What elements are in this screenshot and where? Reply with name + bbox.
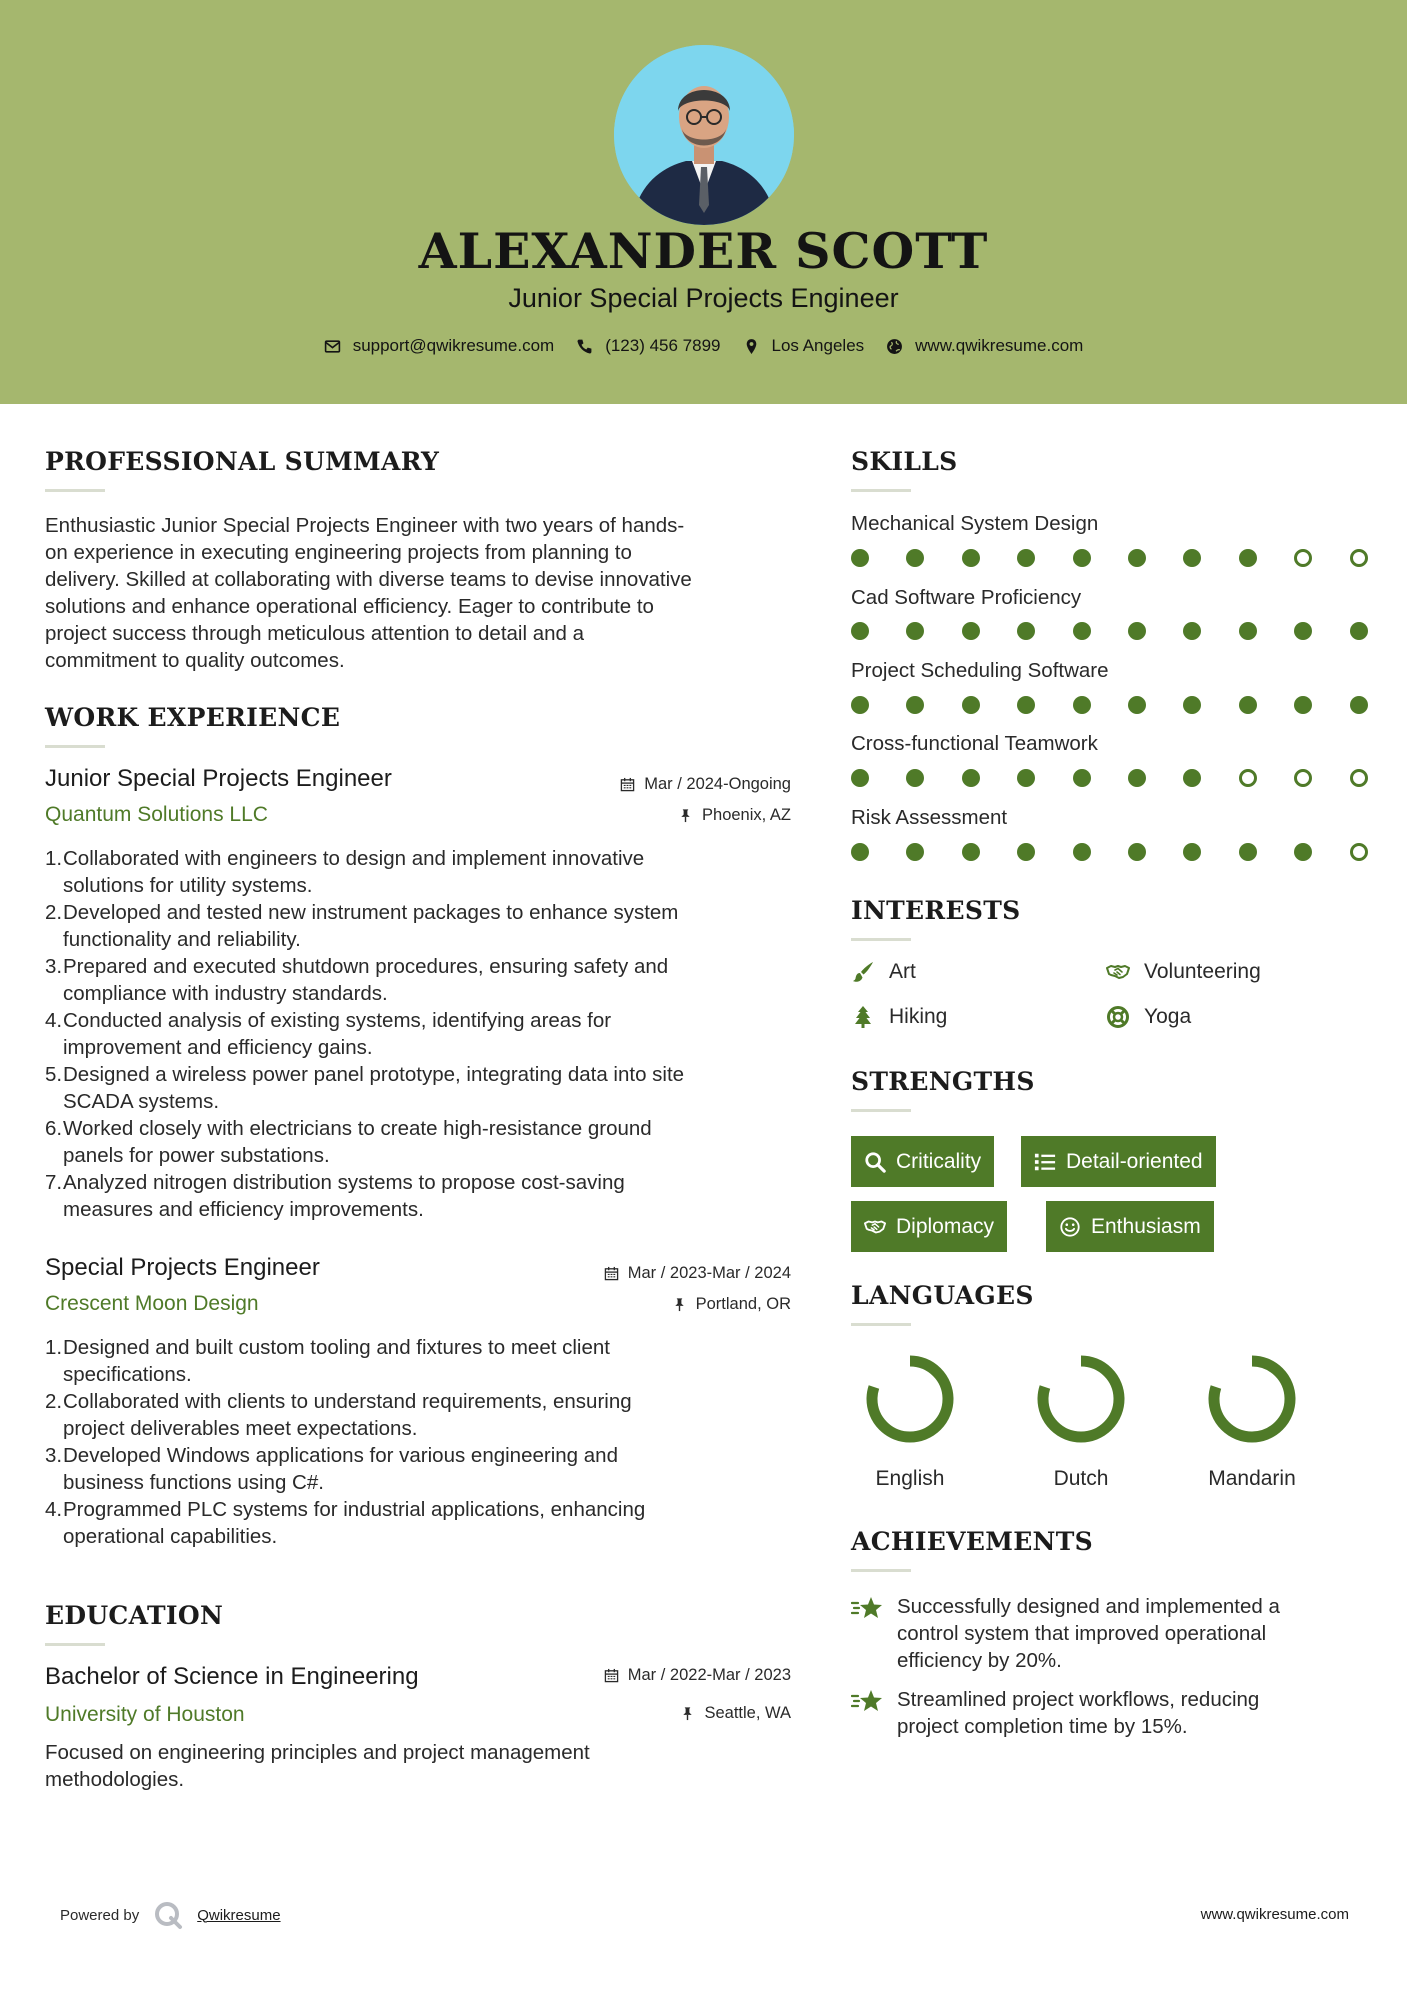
summary-line: commitment to quality outcomes. [45, 649, 345, 672]
education-dates-text: Mar / 2022-Mar / 2023 [627, 1666, 791, 1684]
skill-name: Project Scheduling Software [851, 659, 1109, 682]
handshake-icon [1106, 960, 1130, 984]
interest-item [1106, 960, 1261, 984]
qwikresume-logo-icon [153, 1900, 183, 1930]
skill-dot-filled [1017, 696, 1035, 714]
strength-label: Enthusiasm [1091, 1214, 1201, 1238]
achievement-line: project completion time by 15%. [897, 1715, 1188, 1738]
contact-phone[interactable] [576, 336, 720, 356]
list-line: Prepared and executed shutdown procedures, ensuring safety and [63, 955, 669, 978]
education-location-text: Seattle, WA [704, 1704, 791, 1722]
skill-rating [851, 549, 1363, 567]
skill-dot-filled [1017, 549, 1035, 567]
list-line: panels for power substations. [63, 1144, 330, 1167]
contact-email[interactable] [324, 336, 555, 356]
section-divider [45, 1643, 105, 1646]
job-responsibilities [45, 1334, 795, 1550]
list-line: Designed and built custom tooling and fixtures to meet client [63, 1336, 610, 1359]
language-item [1187, 1351, 1317, 1491]
languages-heading: LANGUAGES [851, 1281, 1034, 1310]
list-number: 6. [45, 1117, 63, 1140]
section-divider [851, 1109, 911, 1112]
paintbrush-icon [851, 960, 875, 984]
skill-dot-filled [906, 696, 924, 714]
list-number: 4. [45, 1009, 63, 1032]
skill-dot-filled [1017, 843, 1035, 861]
handshake-icon [864, 1216, 886, 1238]
skill-dot-filled [1183, 622, 1201, 640]
summary-line: delivery. Skilled at collaborating with diverse teams to devise innovative [45, 568, 692, 591]
skill-dot-filled [1239, 549, 1257, 567]
list-number: 4. [45, 1498, 63, 1521]
skill-dot-filled [1183, 696, 1201, 714]
list-number: 3. [45, 1444, 63, 1467]
skill-rating [851, 843, 1363, 861]
skill-dot-empty [1294, 549, 1312, 567]
language-progress-ring [862, 1351, 958, 1447]
skill-dot-empty [1294, 769, 1312, 787]
skill-dot-filled [1128, 549, 1146, 567]
qwikresume-link[interactable]: Qwikresume [197, 1906, 281, 1924]
skill-dot-filled [1017, 622, 1035, 640]
list-item [45, 953, 795, 1007]
list-line: Collaborated with clients to understand requirements, ensuring [63, 1390, 632, 1413]
skill-dot-filled [1183, 549, 1201, 567]
skill-dot-filled [1183, 769, 1201, 787]
summary-line: project success through meticulous attention to detail and a [45, 622, 585, 645]
profile-photo [614, 45, 794, 225]
list-item [45, 1442, 795, 1496]
skill-rating [851, 622, 1363, 640]
list-item [45, 1115, 795, 1169]
contact-email-text: support@qwikresume.com [352, 336, 555, 355]
list-number: 7. [45, 1171, 63, 1194]
candidate-name: ALEXANDER SCOTT [418, 222, 989, 280]
phone-icon [576, 338, 593, 355]
list-item [45, 1388, 795, 1442]
job-company: Crescent Moon Design [45, 1292, 259, 1315]
skill-dot-filled [906, 549, 924, 567]
job-title: Junior Special Projects Engineer [45, 765, 392, 792]
star-icon [851, 1688, 883, 1716]
education-line: Focused on engineering principles and project management [45, 1741, 590, 1764]
skill-dot-filled [1350, 696, 1368, 714]
skill-dot-filled [906, 843, 924, 861]
education-dates [604, 1666, 791, 1685]
list-number: 2. [45, 901, 63, 924]
job-dates [620, 775, 791, 794]
list-line: compliance with industry standards. [63, 982, 388, 1005]
language-progress-ring [1204, 1351, 1300, 1447]
education-description [45, 1739, 805, 1793]
calendar-icon [620, 777, 635, 792]
pushpin-icon [678, 808, 693, 823]
job-dates-text: Mar / 2023-Mar / 2024 [627, 1264, 791, 1282]
list-number: 1. [45, 1336, 63, 1359]
list-number: 5. [45, 1063, 63, 1086]
list-item [45, 1007, 795, 1061]
skill-dot-filled [1128, 769, 1146, 787]
skill-dot-filled [1073, 549, 1091, 567]
list-line: SCADA systems. [63, 1090, 220, 1113]
skill-dot-empty [1350, 549, 1368, 567]
language-name: English [875, 1467, 945, 1490]
calendar-icon [604, 1266, 619, 1281]
section-divider [851, 1323, 911, 1326]
skill-dot-filled [1017, 769, 1035, 787]
list-item [45, 899, 795, 953]
achievement-line: Successfully designed and implemented a [897, 1595, 1280, 1618]
skill-dot-empty [1239, 769, 1257, 787]
list-line: Analyzed nitrogen distribution systems to propose cost-saving [63, 1171, 625, 1194]
candidate-title: Junior Special Projects Engineer [508, 283, 899, 313]
search-icon [864, 1151, 886, 1173]
skill-name: Cross-functional Teamwork [851, 732, 1098, 755]
section-divider [851, 938, 911, 941]
job-company: Quantum Solutions LLC [45, 803, 268, 826]
experience-heading: WORK EXPERIENCE [45, 703, 341, 732]
list-number: 3. [45, 955, 63, 978]
list-line: Collaborated with engineers to design and implement innovative [63, 847, 645, 870]
list-line: Worked closely with electricians to create high-resistance ground [63, 1117, 652, 1140]
star-icon [851, 1595, 883, 1623]
list-line: operational capabilities. [63, 1525, 278, 1548]
list-line: measures and efficiency improvements. [63, 1198, 424, 1221]
strength-tag [851, 1201, 1007, 1252]
skill-dot-filled [851, 549, 869, 567]
header-banner [0, 0, 1407, 404]
achievement-line: efficiency by 20%. [897, 1649, 1062, 1672]
skill-dot-filled [906, 769, 924, 787]
achievement-item [851, 1593, 1371, 1674]
skill-name: Risk Assessment [851, 806, 1008, 829]
skill-dot-filled [962, 622, 980, 640]
skill-dot-empty [1350, 843, 1368, 861]
summary-line: solutions and enhance operational efficiency. Eager to contribute to [45, 595, 654, 618]
list-item [45, 1061, 795, 1115]
contact-location [743, 336, 865, 356]
job-dates-text: Mar / 2024-Ongoing [644, 775, 791, 793]
achievement-text [897, 1593, 1280, 1674]
map-pin-icon [743, 338, 760, 355]
list-item [45, 1496, 795, 1550]
interest-item [851, 1005, 947, 1029]
list-line: functionality and reliability. [63, 928, 301, 951]
contact-bar [0, 336, 1407, 356]
strengths-heading: STRENGTHS [851, 1067, 1035, 1096]
tree-icon [851, 1005, 875, 1029]
globe-icon [886, 338, 903, 355]
list-line: Developed and tested new instrument packages to enhance system [63, 901, 679, 924]
list-item [45, 1169, 795, 1223]
interest-label: Hiking [889, 1005, 948, 1028]
job-location [678, 806, 791, 825]
interest-label: Yoga [1144, 1005, 1192, 1028]
job-location-text: Phoenix, AZ [702, 806, 791, 824]
list-line: business functions using C#. [63, 1471, 324, 1494]
powered-by-label: Powered by [60, 1906, 140, 1924]
skill-dot-filled [1239, 843, 1257, 861]
strength-tag [851, 1136, 994, 1187]
list-line: Developed Windows applications for various engineering and [63, 1444, 618, 1467]
strength-label: Diplomacy [896, 1214, 995, 1238]
language-name: Dutch [1053, 1467, 1109, 1490]
skill-dot-filled [962, 843, 980, 861]
contact-website[interactable] [886, 336, 1083, 356]
interest-item [1106, 1005, 1191, 1029]
list-number: 2. [45, 1390, 63, 1413]
list-line: Programmed PLC systems for industrial applications, enhancing [63, 1498, 646, 1521]
list-line: improvement and efficiency gains. [63, 1036, 373, 1059]
pushpin-icon [680, 1706, 695, 1721]
achievement-text [897, 1686, 1259, 1740]
skill-dot-filled [1350, 622, 1368, 640]
footer-url[interactable]: www.qwikresume.com [1200, 1906, 1349, 1923]
list-line: project deliverables meet expectations. [63, 1417, 418, 1440]
skill-dot-filled [962, 696, 980, 714]
summary-heading: PROFESSIONAL SUMMARY [45, 447, 440, 476]
skill-name: Cad Software Proficiency [851, 586, 1082, 609]
list-line: specifications. [63, 1363, 192, 1386]
skill-rating [851, 769, 1363, 787]
skill-dot-filled [1183, 843, 1201, 861]
interest-label: Volunteering [1144, 960, 1261, 983]
education-heading: EDUCATION [45, 1601, 224, 1630]
powered-by [60, 1900, 281, 1930]
language-name: Mandarin [1208, 1467, 1296, 1490]
achievement-item [851, 1686, 1371, 1740]
language-item [1016, 1351, 1146, 1491]
interest-item [851, 960, 916, 984]
summary-text [45, 512, 805, 674]
skill-dot-filled [1294, 622, 1312, 640]
skill-dot-filled [1239, 696, 1257, 714]
section-divider [45, 489, 105, 492]
envelope-icon [324, 338, 341, 355]
degree-title: Bachelor of Science in Engineering [45, 1663, 419, 1690]
skill-dot-filled [1294, 696, 1312, 714]
section-divider [851, 1569, 911, 1572]
job-dates [604, 1264, 791, 1283]
job-responsibilities [45, 845, 795, 1223]
education-line: methodologies. [45, 1768, 185, 1791]
list-line: solutions for utility systems. [63, 874, 313, 897]
skill-rating [851, 696, 1363, 714]
pushpin-icon [672, 1297, 687, 1312]
job-location [672, 1295, 791, 1314]
list-item [45, 845, 795, 899]
list-number: 1. [45, 847, 63, 870]
job-location-text: Portland, OR [695, 1295, 791, 1313]
skill-dot-filled [962, 549, 980, 567]
interest-label: Art [889, 960, 916, 983]
summary-line: Enthusiastic Junior Special Projects Engineer with two years of hands- [45, 514, 685, 537]
summary-line: on experience in executing engineering projects from planning to [45, 541, 632, 564]
strength-label: Detail-oriented [1066, 1149, 1203, 1173]
contact-website-text: www.qwikresume.com [915, 336, 1084, 355]
skill-name: Mechanical System Design [851, 512, 1099, 535]
section-divider [851, 489, 911, 492]
skill-dot-filled [851, 696, 869, 714]
education-location [680, 1704, 791, 1723]
skill-dot-filled [1128, 696, 1146, 714]
school-name: University of Houston [45, 1703, 245, 1726]
skill-dot-empty [1350, 769, 1368, 787]
interests-heading: INTERESTS [851, 896, 1021, 925]
skills-heading: SKILLS [851, 447, 958, 476]
skill-dot-filled [851, 769, 869, 787]
calendar-icon [604, 1668, 619, 1683]
achievement-line: control system that improved operational [897, 1622, 1267, 1645]
achievement-line: Streamlined project workflows, reducing [897, 1688, 1260, 1711]
language-item [845, 1351, 975, 1491]
smile-icon [1059, 1216, 1081, 1238]
list-icon [1034, 1151, 1056, 1173]
skill-dot-filled [1073, 622, 1091, 640]
skill-dot-filled [851, 622, 869, 640]
list-item [45, 1334, 795, 1388]
skill-dot-filled [1073, 696, 1091, 714]
skill-dot-filled [1294, 843, 1312, 861]
skill-dot-filled [962, 769, 980, 787]
strength-tag [1046, 1201, 1214, 1252]
contact-phone-text: (123) 456 7899 [605, 336, 721, 355]
skill-dot-filled [1239, 622, 1257, 640]
contact-location-text: Los Angeles [771, 336, 865, 355]
skill-dot-filled [906, 622, 924, 640]
skill-dot-filled [1128, 622, 1146, 640]
skill-dot-filled [1073, 843, 1091, 861]
skill-dot-filled [851, 843, 869, 861]
skill-dot-filled [1073, 769, 1091, 787]
list-line: Conducted analysis of existing systems, identifying areas for [63, 1009, 612, 1032]
job-title: Special Projects Engineer [45, 1254, 320, 1281]
section-divider [45, 745, 105, 748]
lifebuoy-icon [1106, 1005, 1130, 1029]
language-progress-ring [1033, 1351, 1129, 1447]
strength-tag [1021, 1136, 1216, 1187]
skill-dot-filled [1128, 843, 1146, 861]
achievements-heading: ACHIEVEMENTS [851, 1527, 1093, 1556]
strength-label: Criticality [896, 1149, 982, 1173]
list-line: Designed a wireless power panel prototype, integrating data into site [63, 1063, 685, 1086]
